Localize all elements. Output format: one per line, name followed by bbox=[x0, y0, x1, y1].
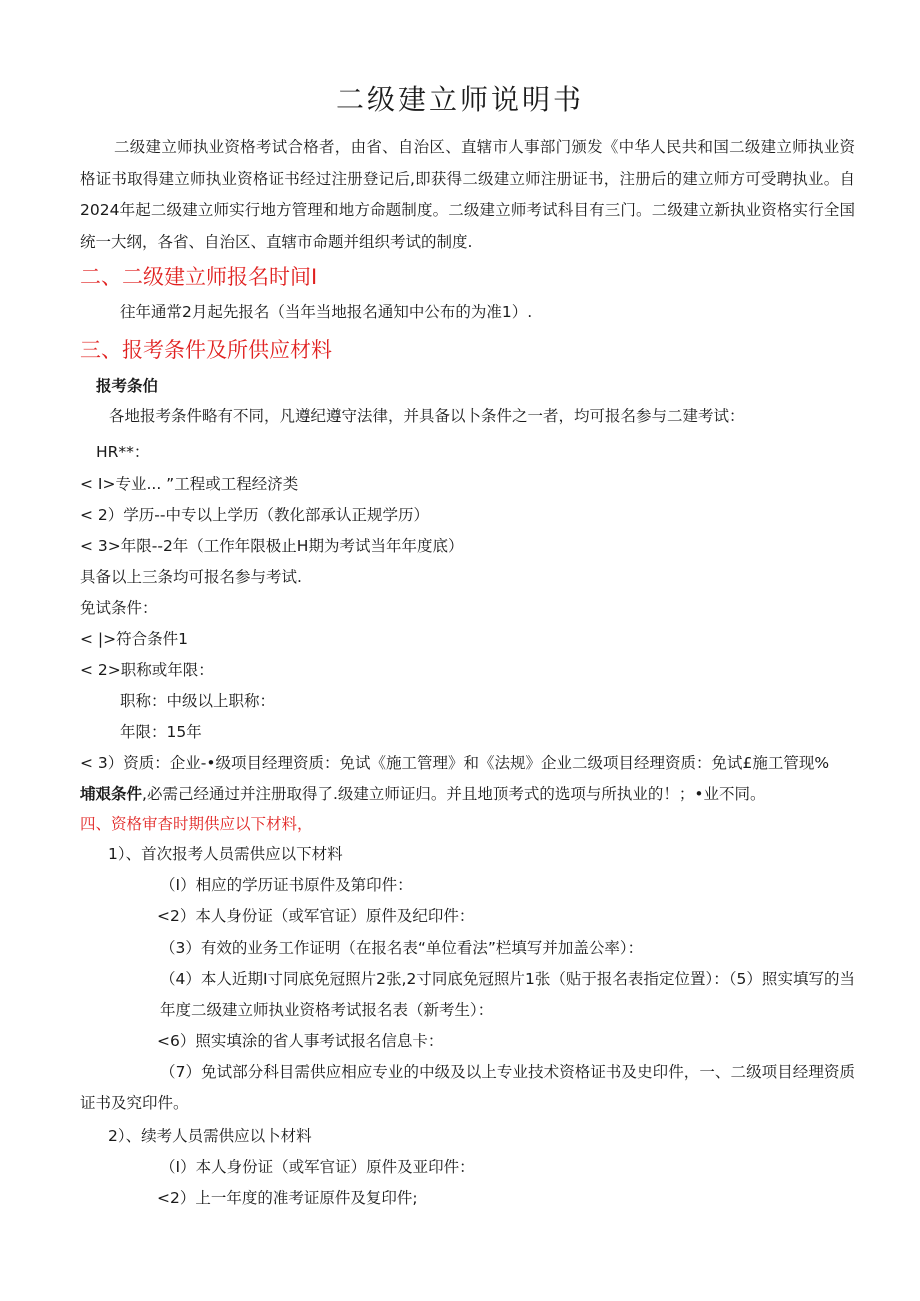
first-time-item-1: （I）相应的学历证书原件及第印件： bbox=[160, 876, 413, 894]
document-title: 二级建立师说明书 bbox=[335, 83, 584, 116]
condition-3: < 3>年限--2年（工作年限极止H期为考试当年年度底） bbox=[80, 537, 464, 555]
first-time-item-4-5-text: （4）本人近期I寸同底免冠照片2张,2寸同底免冠照片1张（贴于报名表指定位置）：（5）照实填写的当年度二级建立师执业资格考试报名表（新考生）： bbox=[160, 970, 855, 1019]
section-3-heading: 三、报考条件及所供应材料 bbox=[80, 338, 332, 362]
condition-2: < 2）学历--中专以上学历（教化部承认正规学历） bbox=[80, 506, 429, 524]
conditions-summary: 具备以上三条均可报名参与考试. bbox=[80, 568, 302, 586]
first-time-item-3: （3）有效的业务工作证明（在报名表“单位看法”栏填写并加盖公率）： bbox=[160, 939, 644, 957]
section-2-text: 往年通常2月起先报名（当年当地报名通知中公布的为准1）. bbox=[120, 303, 533, 321]
supplementary-label: 埔艰条件 bbox=[80, 785, 143, 803]
conditions-intro: 各地报考条件略有不同，凡遵纪遵守法律，并具备以卜条件之一者，均可报名参与二建考试： bbox=[109, 407, 745, 425]
first-time-item-2: <2）本人身份证（或军官证）原件及纪印件： bbox=[157, 907, 475, 925]
first-time-heading: 1）、首次报考人员需供应以下材料 bbox=[108, 845, 343, 863]
continuing-heading: 2）、续考人员需供应以卜材料 bbox=[108, 1127, 312, 1145]
intro-paragraph: 二级建立师执业资格考试合格者，由省、自治区、直辖市人事部门颁发《中华人民共和国二级建立师执业资格证书取得建立师执业资格证书经过注册登记后,即获得二级建立师注册证书，注册后的建立师方可受聘执业。自2024年起二级建立师实行地方管理和地方命题制度。二级建立师考试科目有三门。二级建立新执业资格实行全国统一大纲，各省、自治区、直辖市命题并组织考试的制度. bbox=[80, 138, 855, 251]
exempt-3: < 3）资质：企业-•级项目经理资质：免试《施工管理》和《法规》企业二级项目经理资质：免试£施工管现% bbox=[80, 754, 830, 772]
condition-1: < I>专业... ”工程或工程经济类 bbox=[80, 475, 299, 493]
exempt-1: < |>符合条件1 bbox=[80, 630, 188, 648]
section-4-heading: 四、资格审杳时期供应以下材料， bbox=[80, 815, 313, 833]
exempt-2-title: 职称：中级以上职称： bbox=[120, 692, 276, 710]
first-time-item-6: <6）照实填涂的省人事考试报名信息卡： bbox=[157, 1032, 444, 1050]
first-time-item-4-5 bbox=[160, 964, 855, 1026]
exempt-2: < 2>职称或年限： bbox=[80, 661, 214, 679]
continuing-item-2: <2）上一年度的准考证原件及复印件; bbox=[157, 1189, 418, 1207]
section-2-heading: 二、二级建立师报名时间I bbox=[80, 265, 318, 289]
supplementary-text: ,必需己经通过并注册取得了.级建立师证归。并且地顶考式的选项与所执业的！；•业不同。 bbox=[142, 785, 766, 803]
conditions-subheading: 报考条伯 bbox=[96, 377, 159, 395]
supplementary-line bbox=[80, 782, 766, 806]
first-time-item-7: （7）免试部分科目需供应相应专业的中级及以上专业技术资格证书及史印件，一、二级项目经理资质证书及究印件。 bbox=[80, 1063, 855, 1112]
hr-line: HR**： bbox=[96, 443, 150, 461]
exempt-2-years: 年限：15年 bbox=[120, 723, 202, 741]
exempt-heading: 免试条件： bbox=[80, 599, 158, 617]
continuing-item-1: （I）本人身份证（或军官证）原件及亚印件： bbox=[160, 1158, 475, 1176]
